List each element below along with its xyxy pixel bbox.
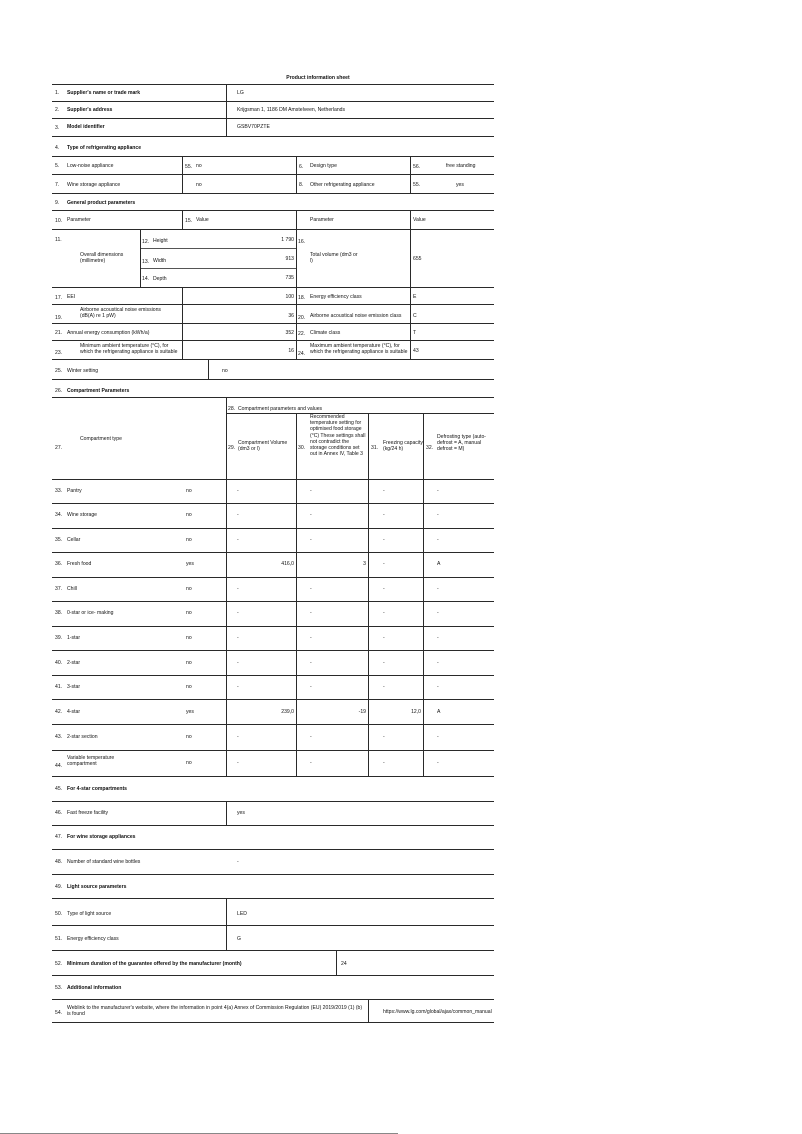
energy-class-value: E (413, 294, 417, 300)
section-number: 26. (55, 388, 63, 394)
compartment-volume: - (237, 586, 239, 592)
compartment-defrost: A (437, 561, 441, 567)
compartment-present: yes (186, 709, 194, 715)
compartment-temp: - (310, 537, 312, 543)
wine-storage-heading: For wine storage appliances (67, 834, 136, 840)
row-number: 31. (371, 445, 379, 451)
guarantee-label: Minimum duration of the guarantee offered by the manufacturer (month) (67, 961, 242, 967)
supplier-address-value: Krijgsman 1, 1186 DM Amstelveen, Netherlands (237, 107, 346, 113)
row-number: 52. (55, 961, 63, 967)
compartment-temp: - (310, 512, 312, 518)
compartment-temp: - (310, 660, 312, 666)
row-number: 36. (55, 561, 63, 567)
row-number: 2. (55, 107, 60, 113)
compartment-freeze: - (383, 610, 385, 616)
energy-consumption-value: 352 (285, 330, 294, 336)
row-number: 33. (55, 488, 63, 494)
row-number: 20. (298, 315, 306, 321)
row-number: 14. (142, 276, 150, 282)
row-number: 22. (298, 331, 306, 337)
row-number: 23. (55, 350, 63, 356)
compartment-volume: 239,0 (281, 709, 294, 715)
compartment-temp: -19 (358, 709, 366, 715)
section-number: 4. (55, 145, 60, 151)
compartment-freeze: - (383, 586, 385, 592)
row-number: 13. (142, 259, 150, 265)
four-star-heading: For 4-star compartments (67, 786, 128, 792)
energy-consumption-label: Annual energy consumption (kWh/a) (67, 330, 150, 336)
compartment-name: 2-star section (67, 734, 98, 740)
noise-class-label: Airborne acoustical noise emission class (310, 313, 402, 319)
row-number: 6. (299, 164, 304, 170)
row-number: 30. (298, 445, 306, 451)
height-value: 1 790 (281, 237, 294, 243)
compartment-present: no (186, 760, 192, 766)
total-volume-label: Total volume (dm3 or l) (310, 252, 358, 265)
compartment-volume: - (237, 488, 239, 494)
wine-storage-appliance-value: no (196, 182, 202, 188)
row-number: 29. (228, 445, 236, 451)
section-number: 53. (55, 985, 63, 991)
section-number: 49. (55, 884, 63, 890)
compartment-present: no (186, 684, 192, 690)
low-noise-value: no (196, 163, 202, 169)
compartment-volume: - (237, 734, 239, 740)
compartment-temp: - (310, 635, 312, 641)
compartment-name: 3-star (67, 684, 81, 690)
compartment-name: Pantry (67, 488, 82, 494)
value-column-label: Value (196, 217, 209, 223)
compartment-defrost: - (437, 660, 439, 666)
row-number: 8. (299, 182, 304, 188)
parameter-column-label: Parameter (67, 217, 91, 223)
row-number: 24. (298, 351, 306, 357)
climate-class-label: Climate class (310, 330, 341, 336)
row-number: 27. (55, 445, 63, 451)
row-number: 10. (55, 218, 63, 224)
depth-value: 735 (285, 275, 294, 281)
parameter-column-label: Parameter (310, 217, 334, 223)
compartment-defrost: - (437, 488, 439, 494)
row-number: 43. (55, 734, 63, 740)
compartment-parameters-heading: Compartment Parameters (67, 388, 130, 394)
general-parameters-heading: General product parameters (67, 200, 136, 206)
compartment-name: 2-star (67, 660, 81, 666)
row-number: 51. (55, 936, 63, 942)
compartment-freeze: - (383, 488, 385, 494)
section-number: 45. (55, 786, 63, 792)
compartment-defrost: - (437, 760, 439, 766)
wine-bottles-label: Number of standard wine bottles (67, 859, 141, 865)
value-column-label: Value (413, 217, 426, 223)
compartment-defrost: - (437, 610, 439, 616)
compartment-name: Wine storage (67, 512, 98, 518)
light-class-label: Energy efficiency class (67, 936, 119, 942)
compartment-present: yes (186, 561, 194, 567)
winter-setting-label: Winter setting (67, 368, 99, 374)
compartment-present: no (186, 635, 192, 641)
compartment-freeze: - (383, 561, 385, 567)
max-ambient-label: Maximum ambient temperature (°C), for which the refrigerating appliance is suitable (310, 343, 408, 356)
compartment-defrost: - (437, 512, 439, 518)
compartment-volume-label: Compartment Volume (dm3 or l) (238, 440, 288, 453)
compartment-name: 4-star (67, 709, 81, 715)
compartment-type-label: Compartment type (80, 436, 122, 442)
row-number: 38. (55, 610, 63, 616)
compartment-name: Cellar (67, 537, 81, 543)
compartment-defrost: A (437, 709, 441, 715)
row-number: 7. (55, 182, 60, 188)
eei-label: EEI (67, 294, 76, 300)
compartment-temp: - (310, 734, 312, 740)
compartment-volume: - (237, 512, 239, 518)
model-identifier-value: GSBV70PZTE (237, 124, 270, 130)
compartment-volume: - (237, 660, 239, 666)
compartment-present: no (186, 537, 192, 543)
row-number: 46. (55, 810, 63, 816)
compartment-freeze: - (383, 760, 385, 766)
compartment-temp: - (310, 488, 312, 494)
row-number: 11. (55, 237, 62, 243)
compartment-name: Chill (67, 586, 77, 592)
row-number: 16. (298, 239, 306, 245)
light-type-value: LED (237, 911, 247, 917)
design-type-value: free standing (446, 163, 476, 169)
row-number: 25. (55, 368, 63, 374)
row-number: 18. (298, 295, 306, 301)
climate-class-value: T (413, 330, 417, 336)
row-number: 21. (55, 330, 63, 336)
row-number: 48. (55, 859, 63, 865)
supplier-name-value: LG (237, 90, 244, 96)
dimensions-label: Overall dimensions (millimetre) (80, 252, 124, 265)
compartment-freeze: - (383, 684, 385, 690)
row-number: 54. (55, 1010, 63, 1016)
compartment-defrost: - (437, 734, 439, 740)
row-number: 12. (142, 239, 150, 245)
max-ambient-value: 43 (413, 348, 419, 354)
compartment-volume: - (237, 684, 239, 690)
wine-bottles-value: - (237, 859, 239, 865)
compartment-present: no (186, 660, 192, 666)
row-number: 34. (55, 512, 63, 518)
row-number: 44. (55, 763, 63, 769)
row-number: 1. (55, 90, 60, 96)
compartment-freeze: 12,0 (411, 709, 421, 715)
row-number: 41. (55, 684, 63, 690)
row-number: 35. (55, 537, 63, 543)
weblink-value[interactable]: https://www.lg.com/global/ajax/common_manual (383, 1009, 492, 1015)
compartment-temp: - (310, 684, 312, 690)
additional-information-heading: Additional information (67, 985, 122, 991)
min-ambient-value: 16 (288, 348, 294, 354)
light-class-value: G (237, 936, 241, 942)
compartment-freeze: - (383, 635, 385, 641)
min-ambient-label: Minimum ambient temperature (°C), for which the refrigerating appliance is suitable (80, 343, 178, 356)
model-identifier-label: Model identifier (67, 124, 105, 130)
row-number: 39. (55, 635, 63, 641)
height-label: Height (153, 238, 168, 244)
compartment-freeze: - (383, 734, 385, 740)
compartment-present: no (186, 512, 192, 518)
supplier-name-label: Supplier's name or trade mark (67, 90, 141, 96)
light-source-heading: Light source parameters (67, 884, 127, 890)
compartment-present: no (186, 610, 192, 616)
row-number: 37. (55, 586, 63, 592)
noise-emission-value: 36 (288, 313, 294, 319)
compartment-temp: 3 (363, 561, 366, 567)
compartment-temp: - (310, 760, 312, 766)
compartment-defrost: - (437, 586, 439, 592)
eei-value: 100 (285, 294, 294, 300)
page-title: Product information sheet (286, 75, 350, 81)
row-number: 50. (55, 911, 63, 917)
compartment-freeze: - (383, 537, 385, 543)
compartment-volume: - (237, 760, 239, 766)
compartment-name: Fresh food (67, 561, 92, 567)
total-volume-value: 655 (413, 256, 422, 262)
noise-class-value: C (413, 313, 417, 319)
width-value: 913 (285, 256, 294, 262)
compartment-volume: - (237, 635, 239, 641)
compartment-defrost: - (437, 635, 439, 641)
light-type-label: Type of light source (67, 911, 112, 917)
compartment-defrost: - (437, 684, 439, 690)
other-appliance-label: Other refrigerating appliance (310, 182, 375, 188)
compartment-present: no (186, 734, 192, 740)
compartment-present: no (186, 488, 192, 494)
design-type-ref: 56. (413, 164, 421, 170)
energy-class-label: Energy efficiency class (310, 294, 362, 300)
other-appliance-value: yes (456, 182, 464, 188)
row-number: 17. (55, 295, 63, 301)
guarantee-value: 24 (341, 961, 347, 967)
compartment-name: 1-star (67, 635, 81, 641)
width-label: Width (153, 258, 167, 264)
wine-storage-appliance-label: Wine storage appliance (67, 182, 121, 188)
fast-freeze-value: yes (237, 810, 245, 816)
freezing-capacity-label: Freezing capacity (kg/24 h) (383, 440, 423, 453)
row-number: 5. (55, 163, 60, 169)
winter-setting-value: no (222, 368, 228, 374)
low-noise-label: Low-noise appliance (67, 163, 114, 169)
compartment-volume: - (237, 610, 239, 616)
appliance-type-heading: Type of refrigerating appliance (67, 145, 142, 151)
compartment-present: no (186, 586, 192, 592)
row-number: 42. (55, 709, 63, 715)
other-appliance-ref: 55. (413, 182, 421, 188)
compartment-temp: - (310, 586, 312, 592)
section-number: 9. (55, 200, 60, 206)
compartment-freeze: - (383, 512, 385, 518)
noise-emission-label: Airborne acoustical noise emissions (dB(A) re 1 pW) (80, 307, 161, 320)
compartment-volume: - (237, 537, 239, 543)
design-type-label: Design type (310, 163, 337, 169)
compartment-name: Variable temperature compartment (67, 755, 115, 768)
row-number: 28. (228, 406, 236, 412)
compartment-name: 0-star or ice- making (67, 610, 114, 616)
compartment-defrost: - (437, 537, 439, 543)
row-number: 19. (55, 315, 63, 321)
supplier-address-label: Supplier's address (67, 107, 113, 113)
defrosting-type-label: Defrosting type (auto-defrost = A, manual defrost = M) (437, 434, 486, 453)
compartment-temp: - (310, 610, 312, 616)
row-number: 40. (55, 660, 63, 666)
low-noise-ref: 55. (185, 164, 193, 170)
section-number: 47. (55, 834, 63, 840)
row-number: 15. (185, 218, 193, 224)
depth-label: Depth (153, 276, 167, 282)
compartment-volume: 416,0 (281, 561, 294, 567)
row-number: 32. (426, 445, 434, 451)
row-number: 3. (55, 125, 60, 131)
compartment-freeze: - (383, 660, 385, 666)
weblink-label: Weblink to the manufacturer's website, where the information in point 4(a) Annex of Commission Regulation (EU) 2019/2019 (1) (b) is found (67, 1005, 363, 1018)
recommended-temperature-label: Recommended temperature setting for optimised food storage (°C) These settings shall not contradict the storage conditions set out in Annex IV, Table 3 (310, 414, 366, 458)
fast-freeze-label: Fast freeze facility (67, 810, 109, 816)
compartment-values-label: Compartment parameters and values (238, 406, 323, 412)
